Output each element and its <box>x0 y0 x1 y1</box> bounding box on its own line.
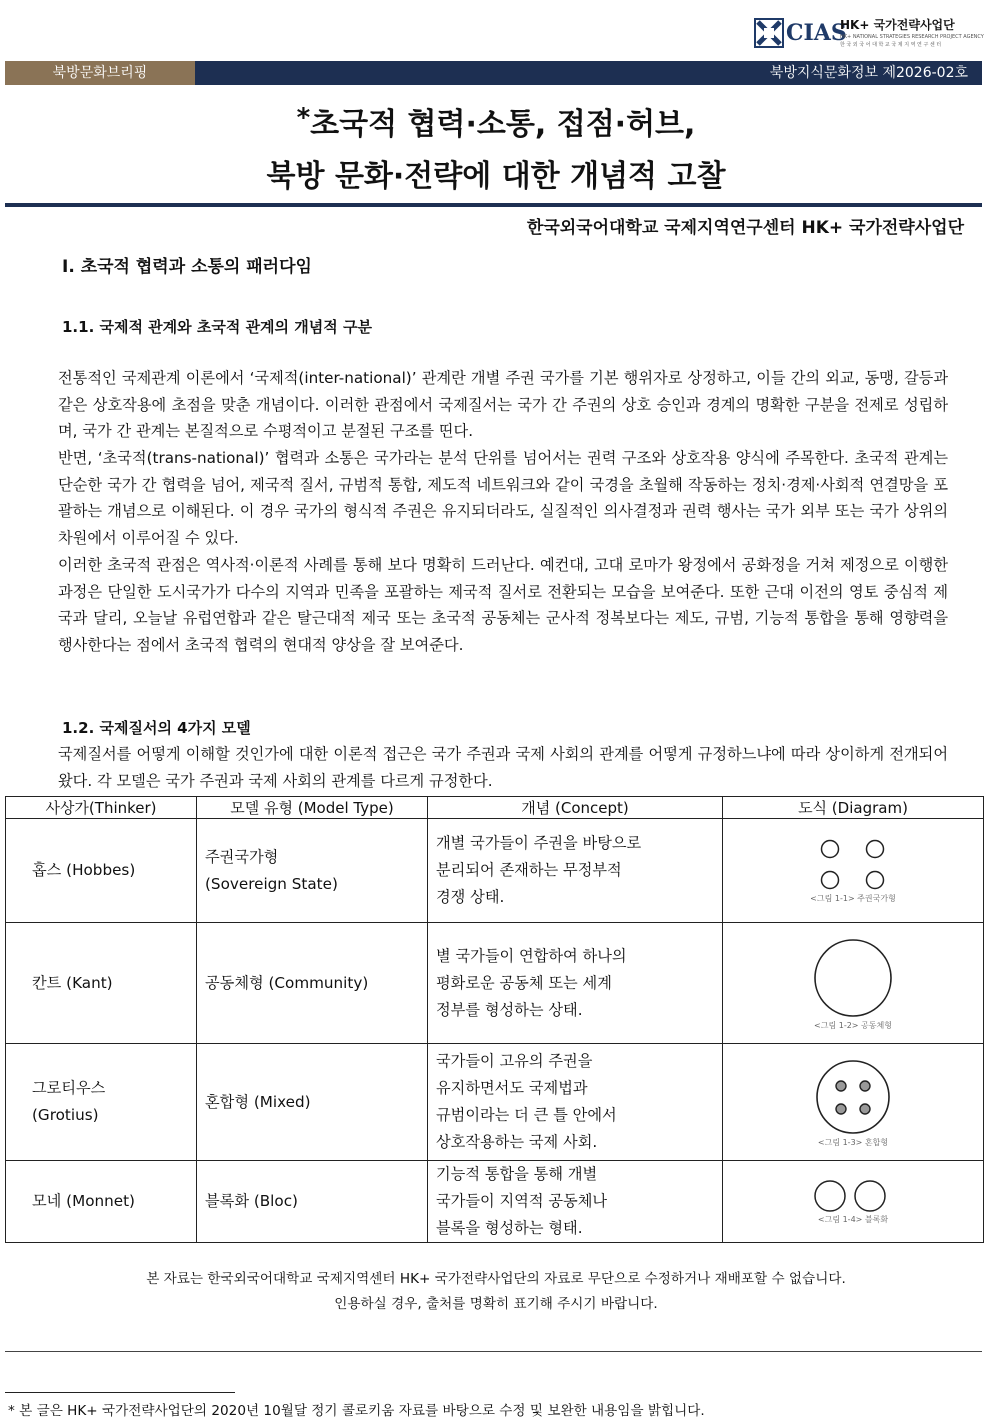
paragraph-2: 반면, ‘초국적(trans-national)’ 협력과 소통은 국가라는 분석 단위를 넘어서는 권력 구조와 상호작용 양식에 주목한다. 초국적 관계는 단순한 국가 간 협력을 넘어, 제국적 질서, 규범적 통합, 제도적 네트워크와 같이 국경을 초월해 작동하는 정치·경제·사회적 연결망을 포괄하는 개념으로 이해된다. 이 경우 국가의 형식적 주권은 유지되더라도, 실질적인 의사결정과 권력 행사는 국가 외부 또는 국가 상위의 차원에서 이루어질 수 있다. <box>58 449 948 548</box>
author-organization: 한국외국어대학교 국제지역연구센터 HK+ 국가전략사업단 <box>526 218 964 238</box>
model-name: 블록화 (Bloc) <box>205 1192 298 1210</box>
model-name: 혼합형 (Mixed) <box>205 1092 311 1111</box>
bloc-diagram <box>813 1178 893 1214</box>
issue-label: 북방지식문화정보 제2026-02호 <box>195 61 982 85</box>
title-divider <box>5 203 982 207</box>
concept-line: 규범이라는 더 큰 틀 안에서 <box>436 1106 617 1124</box>
table-row <box>6 923 984 1044</box>
diagram-cell <box>723 819 984 923</box>
paragraph-4: 국제질서를 어떻게 이해할 것인가에 대한 이론적 접근은 국가 주권과 국제 사회의 관계를 어떻게 규정하느냐에 따라 상이하게 전개되어 왔다. 각 모델은 국가 주권과 국제 사회의 관계를 다르게 규정한다. <box>58 745 948 790</box>
concept-line: 분리되어 존재하는 무정부적 <box>436 861 622 879</box>
concept-line: 기능적 통합을 통해 개별 <box>436 1165 598 1183</box>
concept-cell <box>428 1044 723 1161</box>
diagram-cell <box>723 1044 984 1161</box>
bottom-divider <box>5 1351 982 1352</box>
diagram-caption: <그림 1-3> 혼합형 <box>817 1137 889 1147</box>
models-table <box>5 796 984 1243</box>
category-label: 북방문화브리핑 <box>5 61 195 85</box>
table-header-row <box>6 797 984 819</box>
model-cell <box>197 1161 428 1243</box>
title-footnote-marker: * <box>296 103 311 133</box>
thinker-cell: 홉스 (Hobbes) <box>6 819 197 923</box>
sovereign-state-diagram <box>813 837 893 893</box>
mixed-diagram <box>813 1057 893 1137</box>
header-model-type: 모델 유형 (Model Type) <box>197 797 428 819</box>
diagram-caption: <그림 1-2> 공동체형 <box>814 1020 892 1030</box>
subsection-heading-1-1: 1.1. 국제적 관계와 초국적 관계의 개념적 구분 <box>62 318 372 336</box>
diagram-cell <box>723 1161 984 1243</box>
thinker-cell: 칸트 (Kant) <box>6 923 197 1044</box>
thinker-name-en: (Grotius) <box>32 1106 99 1124</box>
page-title <box>0 92 992 203</box>
model-cell <box>197 819 428 923</box>
thinker-cell: 모네 (Monnet) <box>6 1161 197 1243</box>
community-diagram <box>811 936 895 1020</box>
header-diagram: 도식 (Diagram) <box>723 797 984 819</box>
thinker-cell <box>6 1044 197 1161</box>
concept-cell <box>428 923 723 1044</box>
concept-line: 유지하면서도 국제법과 <box>436 1079 588 1097</box>
footnote: * 본 글은 HK+ 국가전략사업단의 2020년 10월달 정기 콜로키움 자료를 바탕으로 수정 및 보완한 내용임을 밝힙니다. <box>8 1403 705 1419</box>
notice-line-1: 본 자료는 한국외국어대학교 국제지역센터 HK+ 국가전략사업단의 자료로 무단으로 수정하거나 재배포할 수 없습니다. <box>146 1271 846 1287</box>
concept-line: 국가들이 지역적 공동체나 <box>436 1192 608 1210</box>
diagram-caption: <그림 1-4> 블록화 <box>817 1215 889 1224</box>
logo-subtitle-kr: 한 국 외 국 어 대 학 교 국 제 지 역 연 구 센 터 <box>840 42 942 48</box>
concept-line: 블록을 형성하는 형태. <box>436 1219 583 1237</box>
header-thinker: 사상가(Thinker) <box>6 797 197 819</box>
concept-cell <box>428 819 723 923</box>
notice-line-2: 인용하실 경우, 출처를 명확히 표기해 주시기 바랍니다. <box>334 1296 658 1312</box>
concept-line: 정부를 형성하는 상태. <box>436 1000 583 1019</box>
model-name-en: (Sovereign State) <box>205 874 338 893</box>
paragraph-3: 이러한 초국적 관점은 역사적·이론적 사례를 통해 보다 명확히 드러난다. 예컨대, 고대 로마가 왕정에서 공화정을 거쳐 제정으로 이행한 과정은 단일한 도시국가가 다수의 지역과 민족을 포괄하는 제국적 질서로 전환되는 모습을 보여준다. 또한 근대 이전의 영토 중심적 제국과 달리, 오늘날 유럽연합과 같은 탈근대적 제국 또는 초국적 공동체는 군사적 정복보다는 제도, 규범, 기능적 통합을 통해 영향력을 행사한다는 점에서 초국적 협력의 현대적 양상을 잘 보여준다. <box>58 556 948 655</box>
model-name: 공동체형 (Community) <box>205 973 369 992</box>
logo-wordmark: CIAS <box>786 20 847 46</box>
logo-hk-title: HK+ 국가전략사업단 <box>840 18 955 32</box>
concept-line: 국가들이 고유의 주권을 <box>436 1052 593 1070</box>
thinker-name: 그로티우스 <box>32 1079 106 1097</box>
header-concept: 개념 (Concept) <box>428 797 723 819</box>
diagram-caption: <그림 1-1> 주권국가형 <box>810 894 896 903</box>
concept-line: 별 국가들이 연합하여 하나의 <box>436 946 627 965</box>
concept-cell <box>428 1161 723 1243</box>
model-cell <box>197 923 428 1044</box>
concept-line: 평화로운 공동체 또는 세계 <box>436 973 612 992</box>
title-line-2: 북방 문화·전략에 대한 개념적 고찰 <box>266 159 726 194</box>
cias-emblem-icon <box>754 18 784 48</box>
concept-line: 상호작용하는 국제 사회. <box>436 1133 598 1151</box>
title-line-1: 초국적 협력·소통, 접점·허브, <box>310 107 696 142</box>
diagram-cell <box>723 923 984 1044</box>
cias-logo <box>752 14 984 54</box>
paragraph-1: 전통적인 국제관계 이론에서 ‘국제적(inter-national)’ 관계란 개별 주권 국가를 기본 행위자로 상정하고, 이들 간의 외교, 동맹, 갈등과 같은 상호작용에 초점을 맞춘 개념이다. 이러한 관점에서 국제질서는 국가 간 주권의 상호 승인과 경계의 명확한 구분을 전제로 성립하며, 국가 간 관계는 본질적으로 수평적이고 분절된 구조를 띤다. <box>58 369 948 441</box>
table-row <box>6 819 984 923</box>
subsection-heading-1-2: 1.2. 국제질서의 4가지 모델 <box>62 719 251 737</box>
section-heading: Ⅰ. 초국적 협력과 소통의 패러다임 <box>62 257 312 277</box>
copyright-notice <box>0 1267 992 1317</box>
concept-line: 경쟁 상태. <box>436 888 505 906</box>
concept-line: 개별 국가들이 주권을 바탕으로 <box>436 834 642 852</box>
footnote-divider <box>5 1392 235 1393</box>
model-cell <box>197 1044 428 1161</box>
table-row <box>6 1161 984 1243</box>
logo-subtitle-en: HK+ NATIONAL STRATEGIES RESEARCH PROJECT AGENCY <box>840 34 984 40</box>
table-row <box>6 1044 984 1161</box>
model-name: 주권국가형 <box>205 847 279 866</box>
